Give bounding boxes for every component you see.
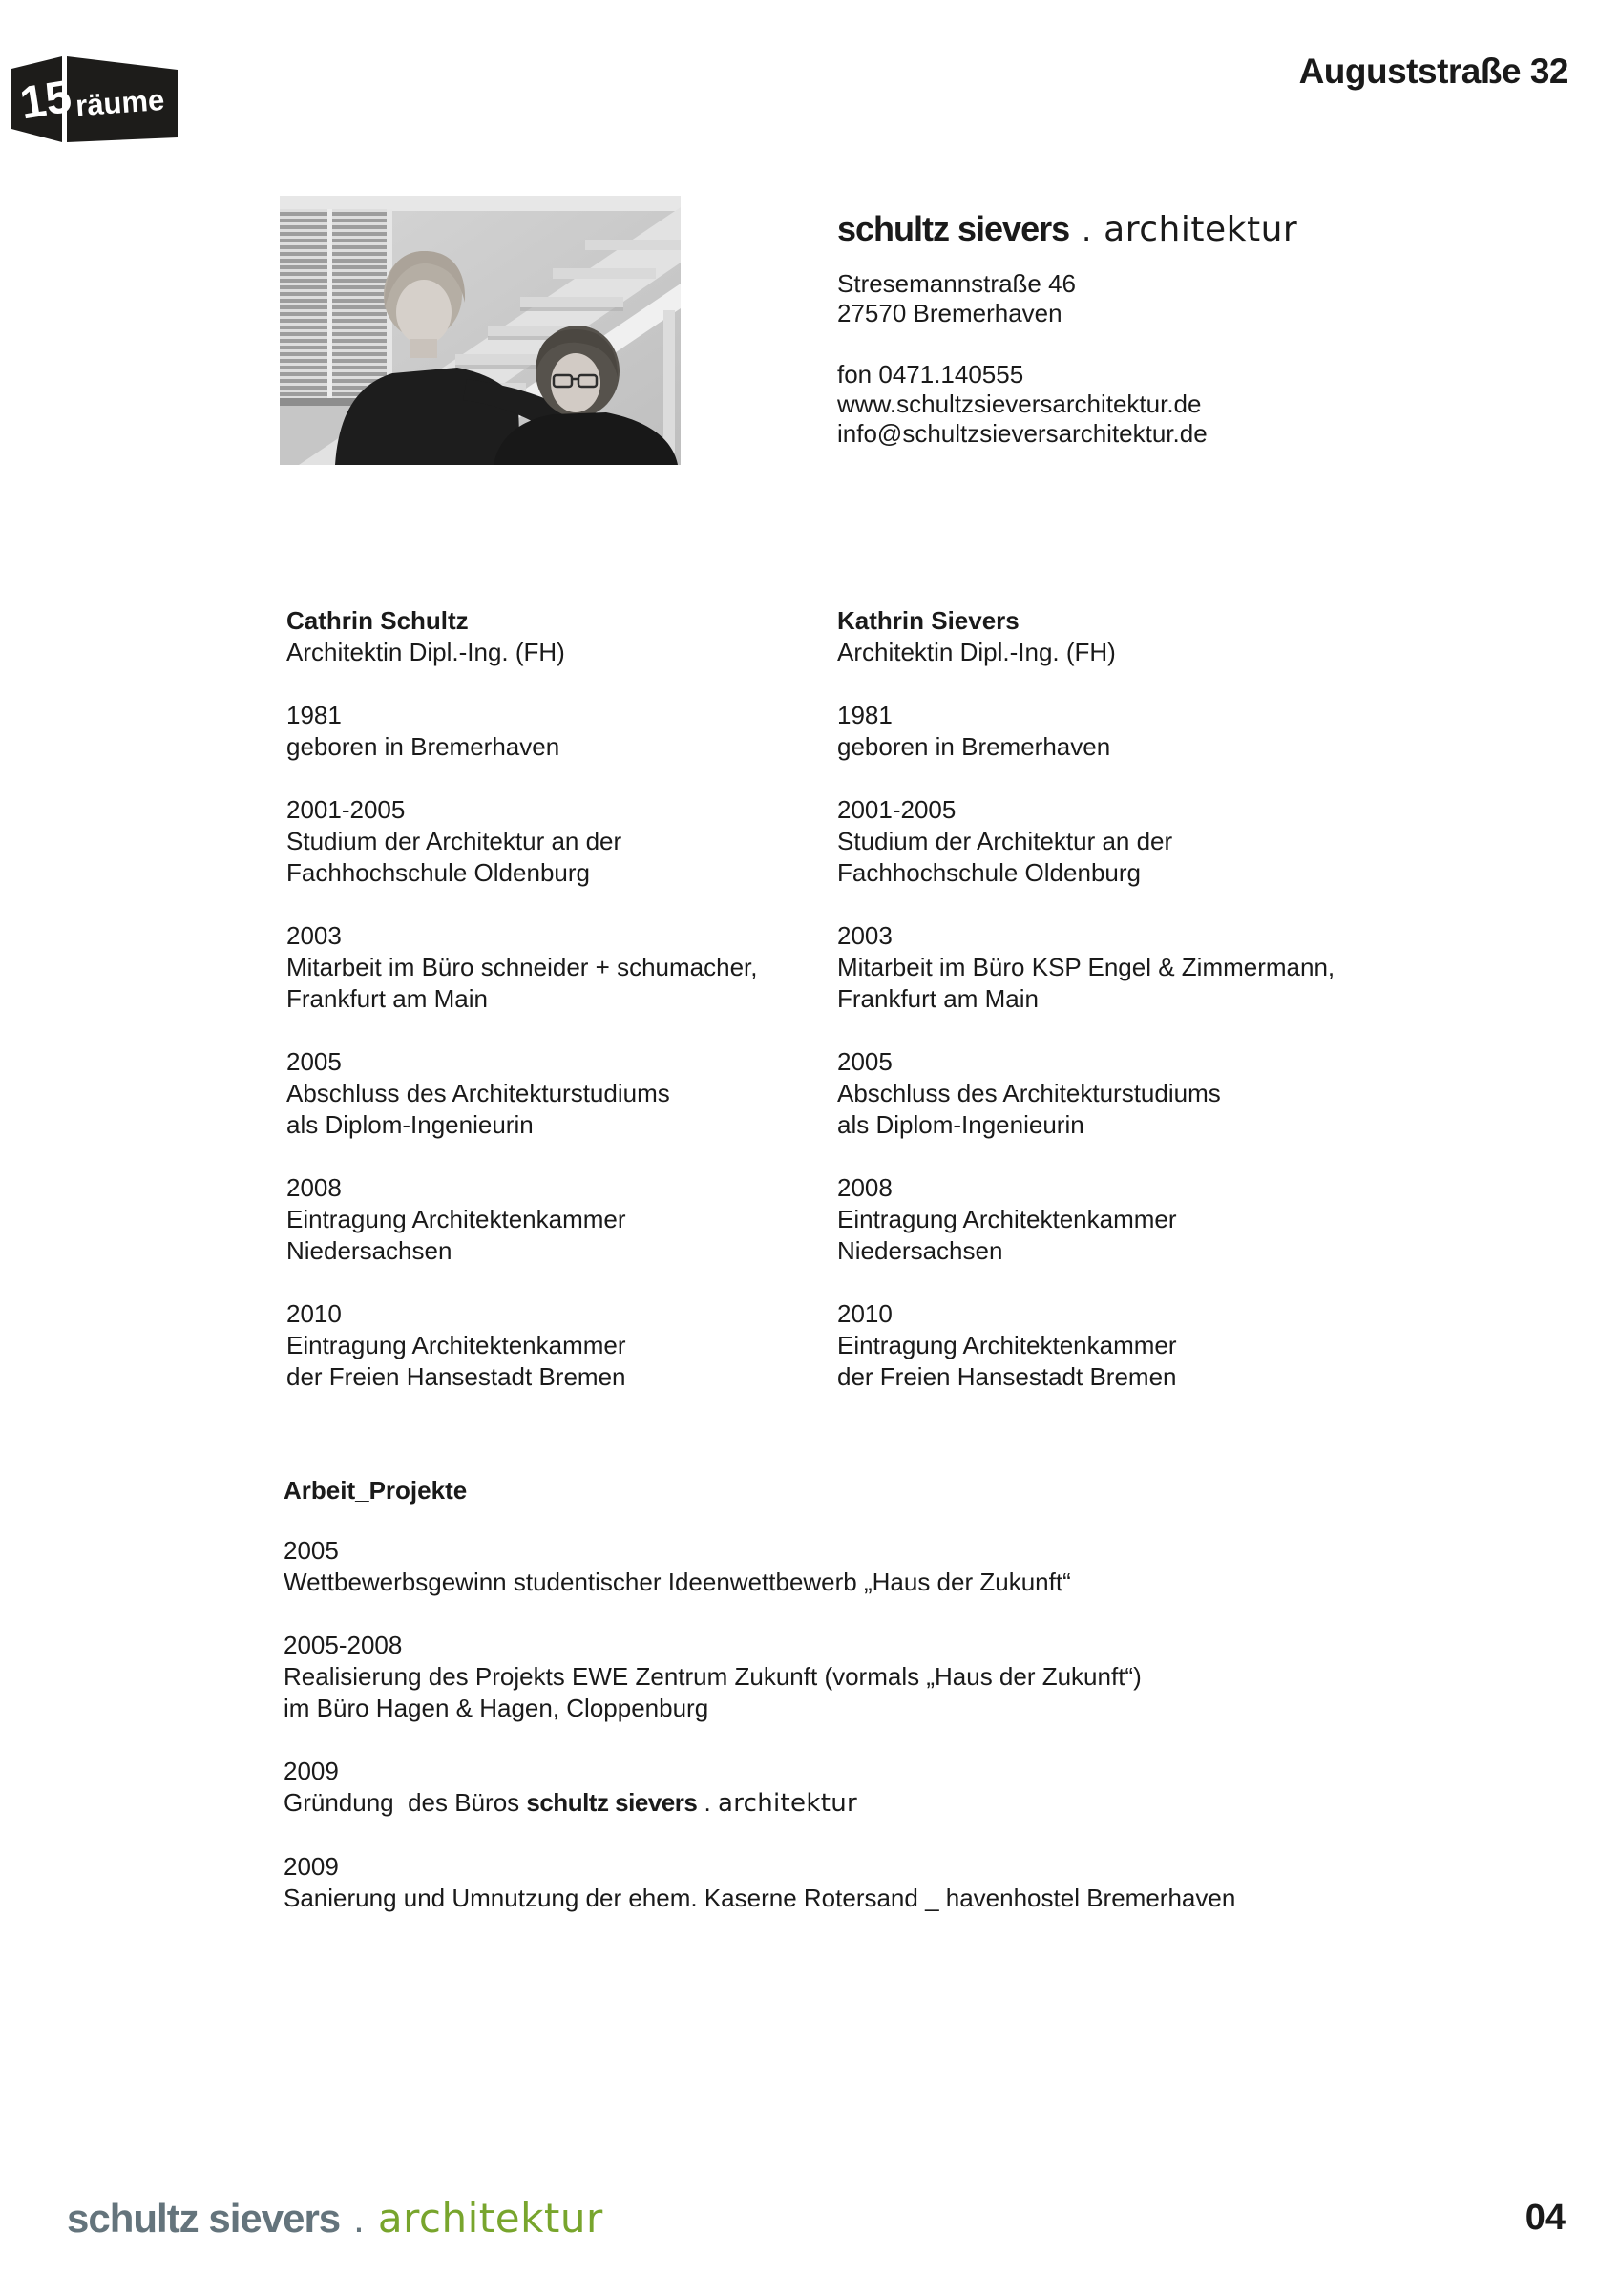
projects-section — [284, 1475, 1486, 1914]
brand-bold: schultz sievers — [526, 1788, 698, 1817]
entry-text: Eintragung Architektenkammer — [837, 1331, 1177, 1359]
firm-contact — [837, 360, 1372, 449]
projects-heading: Arbeit_Projekte — [284, 1476, 468, 1505]
entry-period: 2001-2005 — [286, 795, 406, 824]
cv-entry — [286, 700, 821, 763]
entry-text: Sanierung und Umnutzung der ehem. Kaserne Rotersand _ havenhostel Bremerhaven — [284, 1884, 1236, 1912]
entry-text: Eintragung Architektenkammer — [837, 1205, 1177, 1233]
entry-text: Abschluss des Architekturstudiums — [837, 1079, 1221, 1107]
entry-period: 1981 — [837, 701, 893, 729]
firm-email: info@schultzsieversarchitektur.de — [837, 419, 1208, 448]
footer-wordmark — [67, 2196, 603, 2242]
entry-text: als Diplom-Ingenieurin — [837, 1110, 1084, 1139]
cv-entry — [837, 1046, 1372, 1141]
cv-entry — [837, 700, 1372, 763]
cv-entry — [286, 794, 821, 889]
cv-entry — [286, 1298, 821, 1393]
project-entry — [284, 1756, 1486, 1820]
address-street: Stresemannstraße 46 — [837, 269, 1077, 298]
logo-15-raeume — [11, 55, 179, 145]
logo-text-15: 15 — [16, 71, 75, 130]
entry-text: Fachhochschule Oldenburg — [837, 858, 1141, 887]
firm-name-separator: . — [1082, 209, 1092, 248]
entry-period: 2008 — [286, 1173, 342, 1202]
cv-header — [837, 605, 1372, 668]
cv-entry — [286, 920, 821, 1015]
entry-period: 2001-2005 — [837, 795, 957, 824]
entry-text: Eintragung Architektenkammer — [286, 1331, 626, 1359]
address-city: 27570 Bremerhaven — [837, 299, 1062, 327]
entry-text: Niedersachsen — [286, 1236, 452, 1265]
firm-name — [837, 208, 1372, 251]
footer-name-light: architektur — [377, 2195, 603, 2242]
entry-text: der Freien Hansestadt Bremen — [286, 1362, 626, 1391]
person-name: Cathrin Schultz — [286, 606, 469, 635]
cv-entry — [837, 794, 1372, 889]
entry-text: Fachhochschule Oldenburg — [286, 858, 590, 887]
person-name: Kathrin Sievers — [837, 606, 1020, 635]
page-number: 04 — [1524, 2198, 1566, 2238]
page-title: Auguststraße 32 — [1298, 52, 1568, 91]
entry-text: geboren in Bremerhaven — [837, 732, 1111, 761]
cv-kathrin-sievers — [837, 605, 1372, 1393]
entry-text: Mitarbeit im Büro KSP Engel & Zimmermann, — [837, 953, 1335, 981]
footer-name-bold: schultz sievers — [67, 2196, 341, 2241]
entry-period: 2009 — [284, 1852, 339, 1881]
entry-period: 2010 — [286, 1299, 342, 1328]
firm-name-bold: schultz sievers — [837, 209, 1070, 248]
cv-entry — [837, 1298, 1372, 1393]
entry-text: Realisierung des Projekts EWE Zentrum Zukunft (vormals „Haus der Zukunft“) — [284, 1662, 1142, 1691]
entry-text: Frankfurt am Main — [837, 984, 1039, 1013]
entry-period: 2009 — [284, 1757, 339, 1785]
cv-entry — [837, 1172, 1372, 1267]
firm-block — [837, 208, 1372, 449]
firm-name-light: architektur — [1104, 210, 1298, 249]
entry-period: 2005 — [284, 1536, 339, 1565]
firm-phone: fon 0471.140555 — [837, 360, 1024, 389]
entry-period: 2010 — [837, 1299, 893, 1328]
entry-period: 2008 — [837, 1173, 893, 1202]
person-title: Architektin Dipl.-Ing. (FH) — [286, 638, 565, 666]
team-photo-graphic — [280, 196, 681, 465]
entry-text: Eintragung Architektenkammer — [286, 1205, 626, 1233]
entry-text: als Diplom-Ingenieurin — [286, 1110, 534, 1139]
entry-text: Wettbewerbsgewinn studentischer Ideenwettbewerb „Haus der Zukunft“ — [284, 1568, 1071, 1596]
entry-text-prefix: Gründung des Büros — [284, 1788, 527, 1817]
entry-text: Abschluss des Architekturstudiums — [286, 1079, 670, 1107]
entry-text: Niedersachsen — [837, 1236, 1003, 1265]
project-entry — [284, 1630, 1486, 1724]
entry-text: Studium der Architektur an der — [837, 827, 1173, 855]
firm-address — [837, 269, 1372, 328]
entry-period: 2003 — [837, 921, 893, 950]
brand-light: architektur — [718, 1789, 857, 1818]
entry-text: der Freien Hansestadt Bremen — [837, 1362, 1177, 1391]
entry-text-with-brand — [284, 1787, 1486, 1820]
project-entry — [284, 1535, 1486, 1598]
firm-website: www.schultzsieversarchitektur.de — [837, 390, 1202, 418]
brand-separator: . — [697, 1788, 718, 1817]
cv-header — [286, 605, 821, 668]
entry-text: im Büro Hagen & Hagen, Cloppenburg — [284, 1694, 709, 1722]
entry-text: Studium der Architektur an der — [286, 827, 622, 855]
projects-entries — [284, 1535, 1486, 1914]
entry-period: 1981 — [286, 701, 342, 729]
logo-text-raeume: räume — [74, 82, 166, 123]
entry-text: geboren in Bremerhaven — [286, 732, 560, 761]
cv-cathrin-schultz — [286, 605, 821, 1393]
project-entry — [284, 1851, 1486, 1914]
entry-text: Frankfurt am Main — [286, 984, 488, 1013]
entry-text: Mitarbeit im Büro schneider + schumacher, — [286, 953, 758, 981]
team-photo — [280, 196, 681, 465]
footer-name-separator: . — [353, 2196, 365, 2241]
entry-period: 2005-2008 — [284, 1631, 403, 1659]
photo-blinds — [280, 209, 392, 400]
entry-period: 2003 — [286, 921, 342, 950]
logo-15-raeume-graphic — [11, 55, 179, 145]
cv-entry — [286, 1046, 821, 1141]
entry-period: 2005 — [286, 1047, 342, 1076]
cv-entry — [837, 920, 1372, 1015]
person-title: Architektin Dipl.-Ing. (FH) — [837, 638, 1116, 666]
cv-entry — [286, 1172, 821, 1267]
entry-period: 2005 — [837, 1047, 893, 1076]
